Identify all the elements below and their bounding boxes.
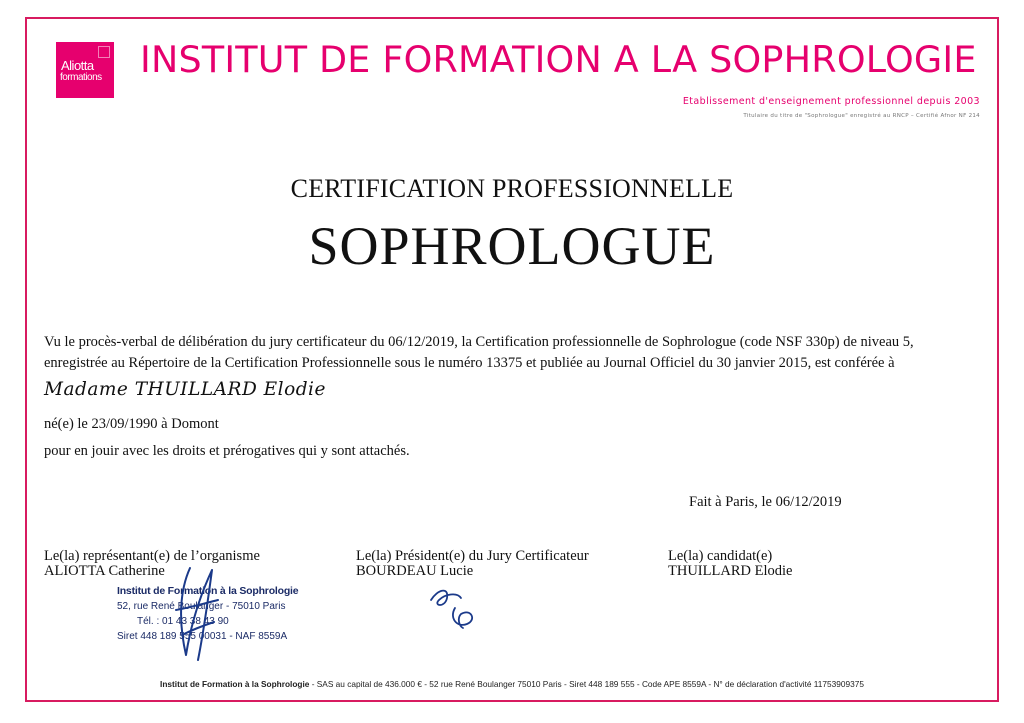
accreditation-fine-print: Titulaire du titre de "Sophrologue" enregistré au RNCP – Certifié Afnor NF 214 (743, 113, 980, 119)
footer-company-name: Institut de Formation à la Sophrologie (160, 679, 310, 689)
footer-legal-info (0, 679, 1024, 689)
signature-name: BOURDEAU Lucie (356, 563, 474, 579)
logo-line1: Aliotta (61, 58, 94, 73)
paragraph-line1: Vu le procès-verbal de délibération du jury certificateur du 06/12/2019, la Certification professionnelle de Sophrologue (code NSF 330p) de niveau 5, (44, 334, 914, 350)
signature-role: Le(la) Président(e) du Jury Certificateur (356, 548, 589, 564)
signature-scribble-jury (427, 578, 483, 632)
signature-scribble-organism (168, 560, 228, 665)
stamp-line4: Siret 448 189 555 00031 - NAF 8559A (117, 631, 288, 642)
signature-block-candidate (668, 549, 792, 579)
rights-statement: pour en jouir avec les droits et prérogatives qui y sont attachés. (44, 443, 410, 459)
stamp-line3: Tél. : 01 43 38 43 90 (137, 616, 229, 627)
signature-name: ALIOTTA Catherine (44, 563, 165, 579)
stamp-line2: 52, rue René Boulanger - 75010 Paris (117, 601, 286, 612)
signature-role: Le(la) représentant(e) de l’organisme (44, 548, 260, 564)
signature-name: THUILLARD Elodie (668, 563, 793, 579)
logo-line2: formations (60, 72, 102, 83)
logo-grid-mark (98, 46, 110, 58)
certificate-heading: CERTIFICATION PROFESSIONNELLE (290, 174, 734, 203)
stamp-line1: Institut de Formation à la Sophrologie (117, 585, 299, 597)
institute-subtitle: Etablissement d'enseignement professionnel depuis 2003 (682, 96, 980, 107)
signature-block-jury (356, 549, 589, 579)
institute-title: INSTITUT DE FORMATION A LA SOPHROLOGIE (140, 38, 977, 81)
paragraph-line2: enregistrée au Répertoire de la Certification Professionnelle sous le numéro 13375 et publiée au Journal Officiel du 30 janvier 2015, est conférée à (44, 355, 895, 371)
birth-info: né(e) le 23/09/1990 à Domont (44, 416, 219, 432)
recipient-name: Madame THUILLARD Elodie (44, 379, 326, 400)
certificate-main-title: SOPHROLOGUE (308, 216, 716, 276)
footer-details: - SAS au capital de 436.000 € - 52 rue René Boulanger 75010 Paris - Siret 448 189 555 - Code APE 8559A - N° de déclaration d'activité 11753909375 (309, 679, 864, 689)
signature-role: Le(la) candidat(e) (668, 548, 773, 564)
place-and-date: Fait à Paris, le 06/12/2019 (689, 494, 842, 510)
aliotta-logo (56, 42, 114, 98)
